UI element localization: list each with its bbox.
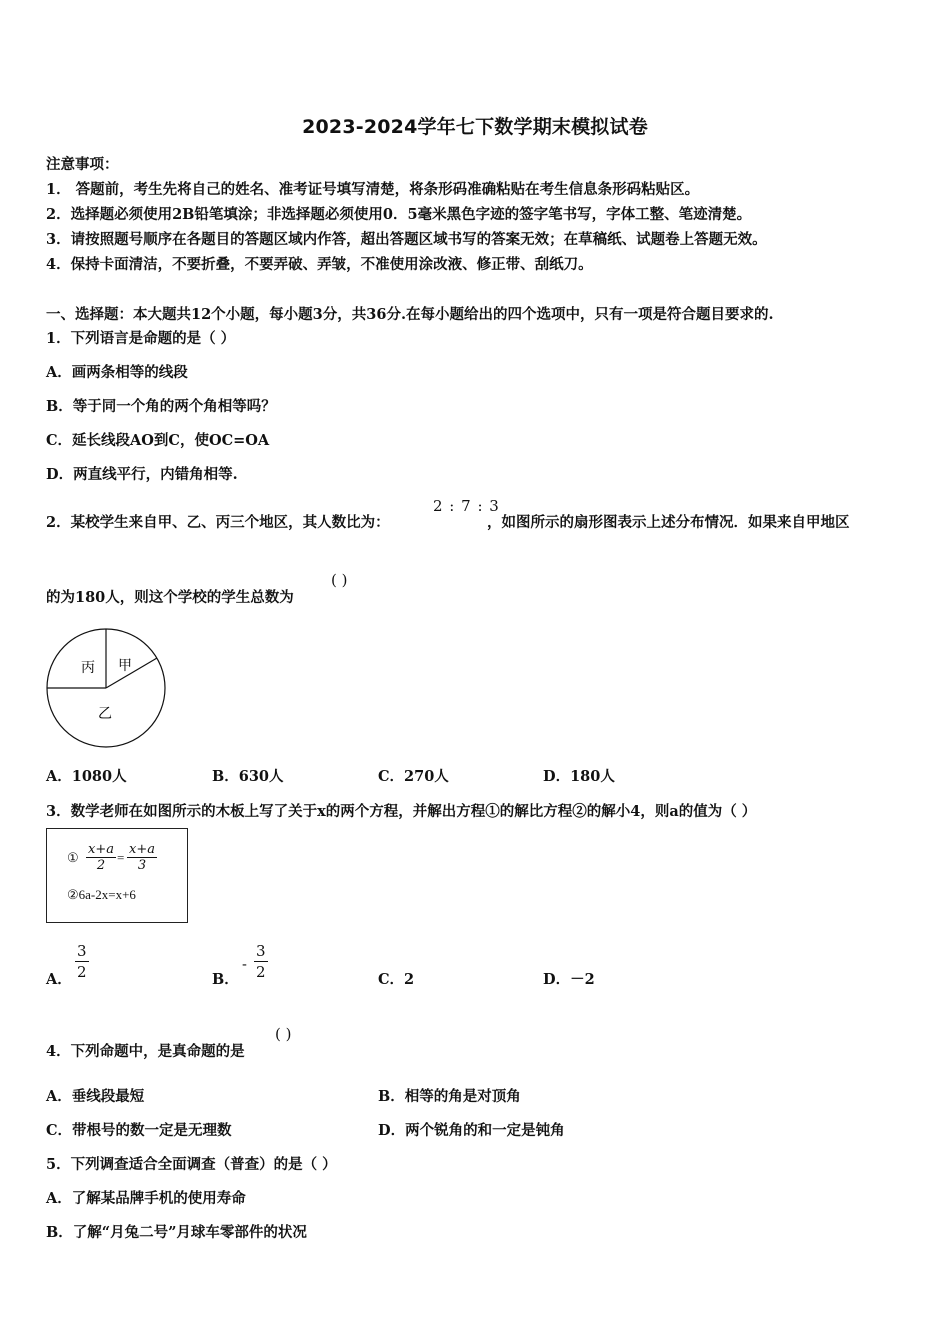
question-2-answer-paren: ( ) xyxy=(331,571,348,589)
question-2-option-c: C．270人 xyxy=(378,768,449,785)
equation-1-right-fraction xyxy=(127,842,157,873)
question-4-option-a: A．垂线段最短 xyxy=(46,1088,145,1105)
question-1-option-b: B．等于同一个角的两个角相等吗？ xyxy=(46,398,276,415)
equation-1-mark: ① xyxy=(67,850,79,865)
question-2-stem-b: ，如图所示的扇形图表示上述分布情况．如果来自甲地区 xyxy=(487,514,850,531)
question-3-option-b-fraction xyxy=(254,941,268,982)
question-3-option-a-label: A． xyxy=(46,971,72,988)
question-1-option-d: D．两直线平行，内错角相等. xyxy=(46,466,238,483)
question-2-option-b: B．630人 xyxy=(212,768,284,785)
equation-1-equals: = xyxy=(117,850,125,865)
notice-item: 1． 答题前，考生先将自己的姓名、准考证号填写清楚，将条形码准确粘贴在考生信息条形码粘贴区。 xyxy=(46,181,700,198)
question-4-answer-paren: ( ) xyxy=(275,1025,292,1043)
question-1-option-c: C．延长线段AO到C，使OC=OA xyxy=(46,432,270,449)
question-3-option-b-label: B． xyxy=(212,971,239,988)
fraction-denominator: 2 xyxy=(96,858,106,873)
question-5-stem: 5．下列调查适合全面调查（普查）的是（ ） xyxy=(46,1156,337,1173)
fraction-numerator: x+a xyxy=(129,842,155,857)
question-5-option-a: A．了解某品牌手机的使用寿命 xyxy=(46,1190,246,1207)
question-2-option-d: D．180人 xyxy=(543,768,615,785)
pie-chart xyxy=(44,626,168,750)
fraction-denominator: 2 xyxy=(77,963,87,981)
question-1-option-a: A．画两条相等的线段 xyxy=(46,364,188,381)
notice-heading: 注意事项： xyxy=(46,156,119,173)
fraction-numerator: x+a xyxy=(88,842,114,857)
equation-1-left-fraction xyxy=(86,842,116,873)
question-4-option-d: D．两个锐角的和一定是钝角 xyxy=(378,1122,565,1139)
page-title: 2023-2024学年七下数学期末模拟试卷 xyxy=(302,116,648,138)
pie-label-jia: 甲 xyxy=(118,658,132,674)
question-5-option-b: B．了解“月兔二号”月球车零部件的状况 xyxy=(46,1224,307,1241)
question-3-option-d: D．－2 xyxy=(543,971,595,988)
question-4-stem: 4．下列命题中，是真命题的是 xyxy=(46,1043,245,1060)
question-4-option-c: C．带根号的数一定是无理数 xyxy=(46,1122,232,1139)
pie-label-yi: 乙 xyxy=(98,706,112,722)
section-heading: 一、选择题：本大题共12个小题，每小题3分，共36分.在每小题给出的四个选项中，只有一项是符合题目要求的. xyxy=(46,306,774,323)
fraction-denominator: 2 xyxy=(256,963,266,981)
question-2-ratio: 2 : 7 : 3 xyxy=(433,497,500,515)
question-2-stem-a: 2．某校学生来自甲、乙、丙三个地区，其人数比为： xyxy=(46,514,390,531)
notice-item: 2．选择题必须使用2B铅笔填涂；非选择题必须使用0．5毫米黑色字迹的签字笔书写，字体工整、笔迹清楚。 xyxy=(46,206,752,223)
question-2-option-a: A．1080人 xyxy=(46,768,127,785)
fraction-numerator: 3 xyxy=(77,942,87,960)
question-3-stem: 3．数学老师在如图所示的木板上写了关于x的两个方程，并解出方程①的解比方程②的解小4，则a的值为（ ） xyxy=(46,803,757,820)
equation-2: ②6a-2x=x+6 xyxy=(67,887,136,902)
notice-item: 3．请按照题号顺序在各题目的答题区域内作答，超出答题区域书写的答案无效；在草稿纸、试题卷上答题无效。 xyxy=(46,231,767,248)
question-3-option-c: C．2 xyxy=(378,971,415,988)
question-2-stem-c: 的为180人，则这个学校的学生总数为 xyxy=(46,589,294,606)
pie-label-bing: 丙 xyxy=(81,660,95,676)
fraction-denominator: 3 xyxy=(137,858,147,873)
question-4-option-b: B．相等的角是对顶角 xyxy=(378,1088,521,1105)
question-3-option-a-fraction xyxy=(75,941,89,982)
equation-board xyxy=(46,828,188,923)
notice-item: 4．保持卡面清洁，不要折叠，不要弄破、弄皱，不准使用涂改液、修正带、刮纸刀。 xyxy=(46,256,593,273)
question-1-stem: 1．下列语言是命题的是（ ） xyxy=(46,330,236,347)
question-3-option-b-sign: - xyxy=(242,957,247,973)
fraction-numerator: 3 xyxy=(256,942,266,960)
